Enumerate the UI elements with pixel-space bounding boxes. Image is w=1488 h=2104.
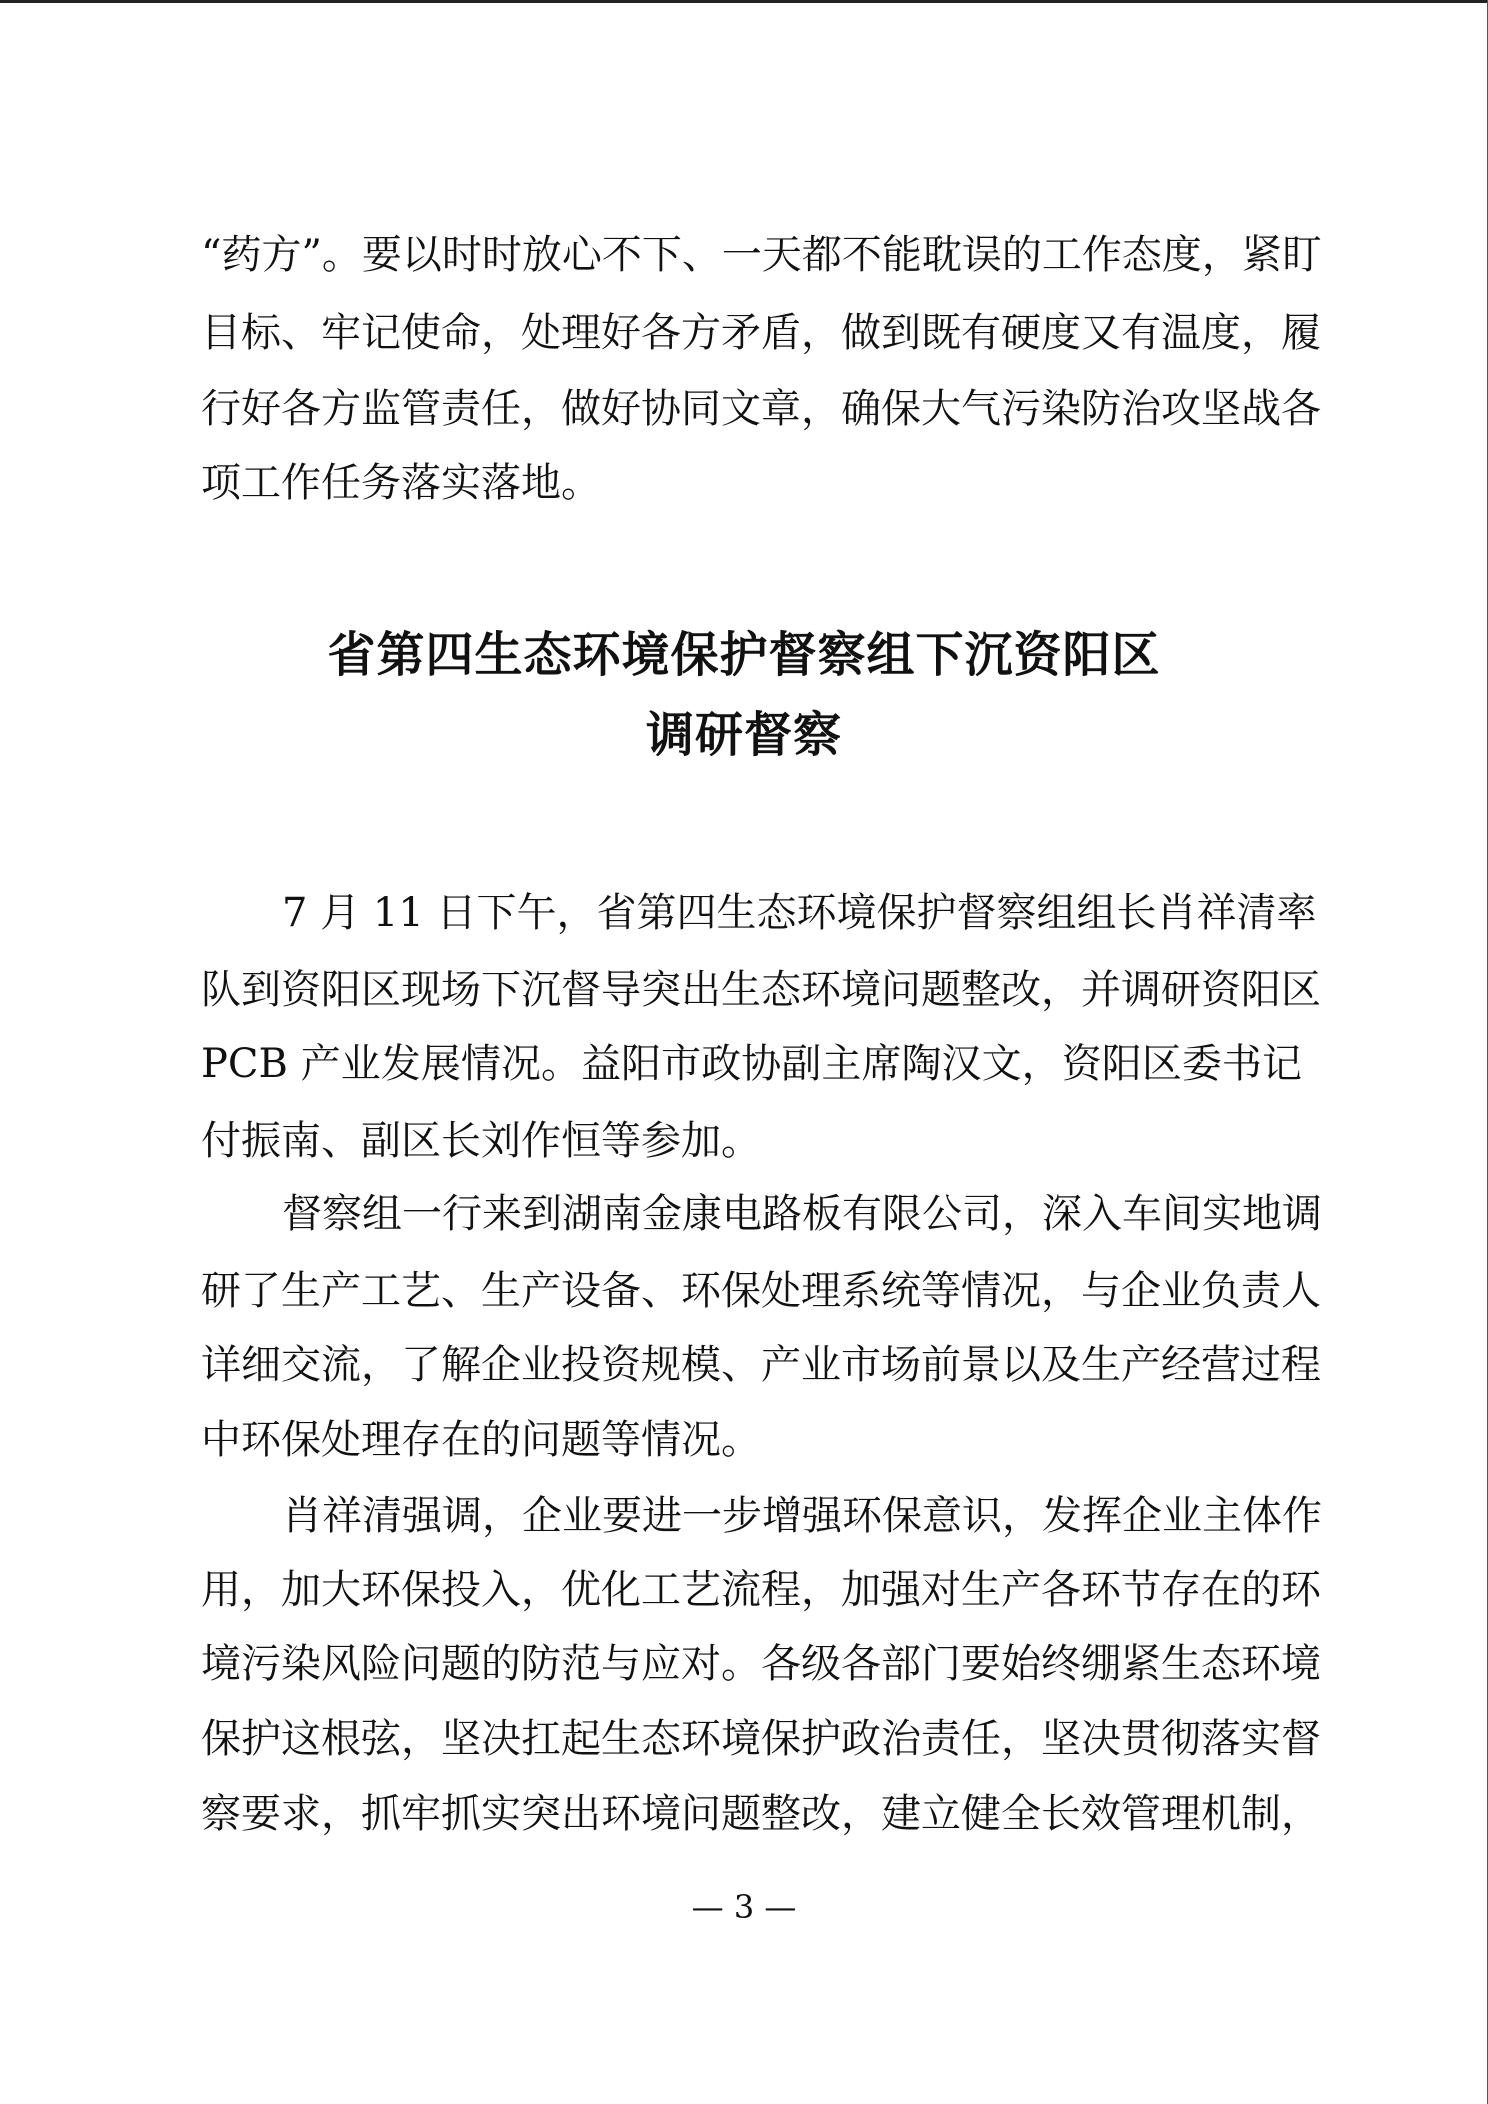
text-line: PCB 产业发展情况。益阳市政协副主席陶汉文，资阳区委书记: [201, 1041, 1302, 1087]
title-line: 省第四生态环境保护督察组下沉资阳区: [327, 627, 1161, 683]
text-line: 督察组一行来到湖南金康电路板有限公司，深入车间实地调: [282, 1191, 1322, 1237]
text-line: 行好各方监管责任，做好协同文章，确保大气污染防治攻坚战各: [201, 386, 1321, 432]
text-line: 目标、牢记使命，处理好各方矛盾，做到既有硬度又有温度，履: [201, 310, 1321, 356]
title-line: 调研督察: [645, 707, 842, 763]
page-number: — 3 —: [691, 1888, 797, 1926]
text-line: 队到资阳区现场下沉督导突出生态环境问题整改，并调研资阳区: [201, 967, 1321, 1013]
text-line: 研了生产工艺、生产设备、环保处理系统等情况，与企业负责人: [201, 1268, 1321, 1314]
text-line: 察要求，抓牢抓实突出环境问题整改，建立健全长效管理机制，: [201, 1791, 1321, 1837]
text-line: 项工作任务落实落地。: [201, 460, 601, 506]
text-line: 详细交流，了解企业投资规模、产业市场前景以及生产经营过程: [201, 1342, 1321, 1388]
text-line: “药方”。要以时时放心不下、一天都不能耽误的工作态度，紧盯: [201, 232, 1322, 278]
text-line: 境污染风险问题的防范与应对。各级各部门要始终绷紧生态环境: [201, 1641, 1321, 1687]
text-line: 中环保处理存在的问题等情况。: [201, 1417, 761, 1463]
text-line: 付振南、副区长刘作恒等参加。: [201, 1118, 761, 1164]
text-line: 肖祥清强调，企业要进一步增强环保意识，发挥企业主体作: [282, 1493, 1322, 1539]
text-line: 保护这根弦，坚决扛起生态环境保护政治责任，坚决贯彻落实督: [201, 1716, 1321, 1762]
text-line: 用，加大环保投入，优化工艺流程，加强对生产各环节存在的环: [201, 1567, 1321, 1613]
text-line: 7 月 11 日下午，省第四生态环境保护督察组组长肖祥清率: [282, 890, 1317, 936]
page-top-border: [0, 0, 1488, 3]
